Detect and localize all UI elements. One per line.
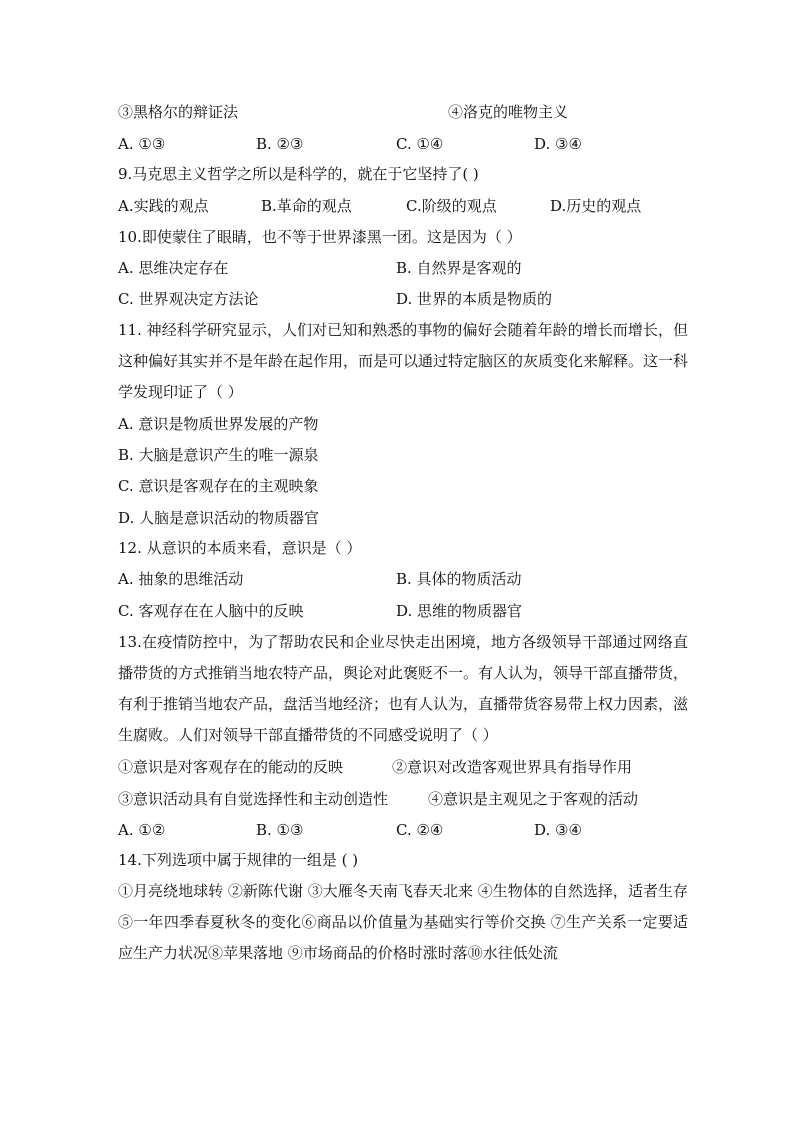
q9-option-d: D.历史的观点 bbox=[550, 197, 642, 215]
q12-stem: 12. 从意识的本质来看，意识是（ ） bbox=[118, 539, 362, 557]
q13-item-4: ④意识是主观见之于客观的活动 bbox=[428, 790, 639, 808]
q13-stem: 13.在疫情防控中，为了帮助农民和企业尽快走出困境，地方各级领导干部通过网络直播带货的方式推销当地农特产品，舆论对此褒贬不一。有人认为，领导干部直播带货，有利于推销当地农产品，盘活当地经济；也有人认为，直播带货容易带上权力因素，滋生腐败。人们对领导干部直播带货的不同感受说明了（ ） bbox=[118, 633, 689, 744]
q10-stem: 10.即使蒙住了眼睛，也不等于世界漆黑一团。这是因为（ ） bbox=[118, 228, 522, 246]
q8-option-b: B. ②③ bbox=[256, 135, 304, 153]
q9-option-b: B.革命的观点 bbox=[261, 197, 352, 215]
q10-option-d: D. 世界的本质是物质的 bbox=[396, 290, 553, 308]
q12-option-b: B. 具体的物质活动 bbox=[396, 570, 522, 588]
q13-option-d: D. ③④ bbox=[534, 821, 582, 839]
q9-stem: 9.马克思主义哲学之所以是科学的，就在于它坚持了( ) bbox=[118, 165, 479, 183]
q10-option-b: B. 自然界是客观的 bbox=[396, 259, 522, 277]
q9-option-c: C.阶级的观点 bbox=[406, 197, 497, 215]
q11-option-b: B. 大脑是意识产生的唯一源泉 bbox=[118, 446, 319, 464]
q11-stem: 11. 神经科学研究显示，人们对已知和熟悉的事物的偏好会随着年龄的增长而增长，但这种偏好其实并不是年龄在起作用，而是可以通过特定脑区的灰质变化来解释。这一科学发现印证了（ ） bbox=[118, 321, 689, 401]
q8-item-3: ③黑格尔的辩证法 bbox=[118, 103, 239, 121]
q13-option-c: C. ②④ bbox=[396, 821, 444, 839]
q13-option-a: A. ①② bbox=[118, 821, 166, 839]
q8-option-d: D. ③④ bbox=[534, 135, 582, 153]
q8-item-4: ④洛克的唯物主义 bbox=[448, 103, 569, 121]
q11-option-d: D. 人脑是意识活动的物质器官 bbox=[118, 509, 320, 527]
q13-item-3: ③意识活动具有自觉选择性和主动创造性 bbox=[118, 790, 389, 808]
q14-items: ①月亮绕地球转 ②新陈代谢 ③大雁冬天南飞春天北来 ④生物体的自然选择，适者生存 ⑤一年四季春夏秋冬的变化⑥商品以价值量为基础实行等价交换 ⑦生产关系一定要适应生产力状况⑧苹果落地 ⑨市场商品的价格时涨时落⑩水往低处流 bbox=[118, 882, 688, 962]
q10-option-c: C. 世界观决定方法论 bbox=[118, 290, 259, 308]
q12-option-c: C. 客观存在在人脑中的反映 bbox=[118, 602, 304, 620]
q14-stem: 14.下列选项中属于规律的一组是 ( ) bbox=[118, 851, 359, 869]
q13-option-b: B. ①③ bbox=[256, 821, 304, 839]
q13-item-2: ②意识对改造客观世界具有指导作用 bbox=[392, 758, 633, 776]
q13-item-1: ①意识是对客观存在的能动的反映 bbox=[118, 758, 344, 776]
q8-option-c: C. ①④ bbox=[396, 135, 444, 153]
q12-option-a: A. 抽象的思维活动 bbox=[118, 570, 244, 588]
q12-option-d: D. 思维的物质器官 bbox=[396, 602, 523, 620]
q11-option-a: A. 意识是物质世界发展的产物 bbox=[118, 415, 319, 433]
q11-option-c: C. 意识是客观存在的主观映象 bbox=[118, 477, 319, 495]
q9-option-a: A.实践的观点 bbox=[118, 197, 209, 215]
q8-option-a: A. ①③ bbox=[118, 135, 166, 153]
q10-option-a: A. 思维决定存在 bbox=[118, 259, 229, 277]
